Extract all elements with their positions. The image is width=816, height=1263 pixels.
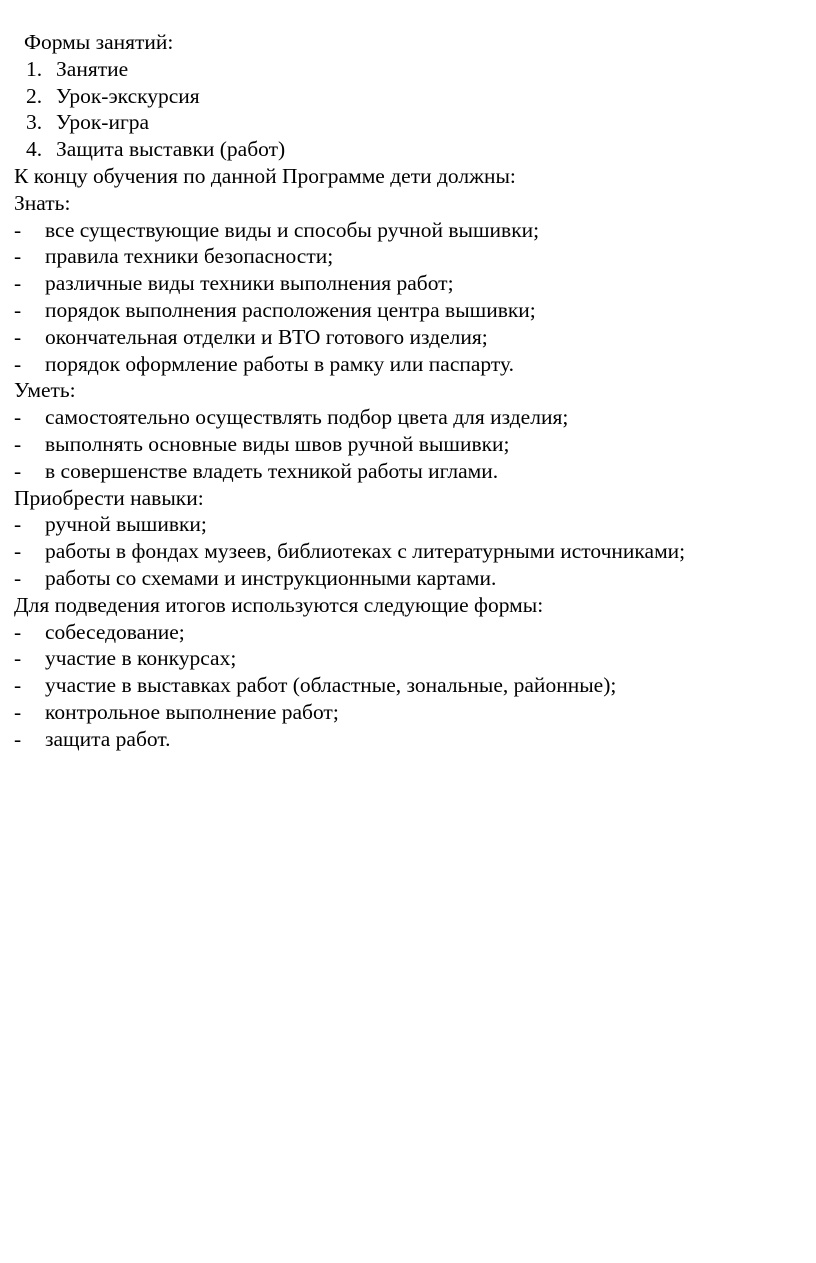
can-list-item (0, 431, 816, 458)
forms-list-item (0, 136, 816, 163)
dash-marker: - (14, 297, 22, 322)
skills-list (0, 511, 816, 591)
list-item-text: самостоятельно осуществлять подбор цвета для изделия; (45, 405, 569, 430)
dash-marker: - (14, 619, 22, 644)
know-list-item (0, 243, 816, 270)
list-item-text: контрольное выполнение работ; (45, 699, 339, 724)
dash-marker: - (14, 405, 22, 430)
know-list-item (0, 270, 816, 297)
dash-marker: - (14, 244, 22, 269)
list-item-text: работы в фондах музеев, библиотеках с литературными источниками; (45, 539, 686, 564)
know-list-item (0, 297, 816, 324)
list-item-text: защита работ. (45, 726, 171, 751)
list-item-text: порядок оформление работы в рамку или паспарту. (45, 351, 514, 376)
forms-list-item (0, 83, 816, 110)
skills-list-item (0, 565, 816, 592)
dash-marker: - (14, 431, 22, 456)
assessment-list (0, 619, 816, 753)
dash-marker: - (14, 351, 22, 376)
assessment-list-item (0, 726, 816, 753)
list-item-text: выполнять основные виды швов ручной вышивки; (45, 431, 510, 456)
know-list-item (0, 217, 816, 244)
list-item-text: собеседование; (45, 619, 185, 644)
dash-marker: - (14, 217, 22, 242)
outcome-intro: К концу обучения по данной Программе дети должны: (14, 163, 516, 188)
forms-heading: Формы занятий: (24, 30, 174, 54)
dash-marker: - (14, 324, 22, 349)
dash-marker: - (14, 539, 22, 564)
list-item-text: порядок выполнения расположения центра вышивки; (45, 297, 536, 322)
list-item-text: Занятие (56, 56, 129, 81)
list-item-text: участие в конкурсах; (45, 646, 237, 671)
dash-marker: - (14, 512, 22, 537)
know-heading: Знать: (14, 190, 71, 215)
list-item-text: в совершенстве владеть техникой работы иглами. (45, 458, 499, 483)
list-number: 3. (26, 110, 43, 135)
list-item-text: работы со схемами и инструкционными картами. (45, 565, 497, 590)
list-number: 2. (26, 83, 43, 108)
can-list-item (0, 458, 816, 485)
list-item-text: Урок-экскурсия (56, 83, 200, 108)
dash-marker: - (14, 565, 22, 590)
assessment-list-item (0, 619, 816, 646)
list-number: 1. (26, 56, 43, 81)
assessment-list-item (0, 645, 816, 672)
can-list-item (0, 404, 816, 431)
list-item-text: Защита выставки (работ) (56, 137, 286, 162)
forms-list-item (0, 56, 816, 83)
know-list-item (0, 351, 816, 378)
dash-marker: - (14, 726, 22, 751)
assessment-list-item (0, 672, 816, 699)
list-item-text: окончательная отделки и ВТО готового изделия; (45, 324, 488, 349)
list-item-text: все существующие виды и способы ручной вышивки; (45, 217, 540, 242)
list-item-text: участие в выставках работ (областные, зональные, районные); (45, 673, 617, 698)
dash-marker: - (14, 646, 22, 671)
assessment-list-item (0, 699, 816, 726)
skills-heading: Приобрести навыки: (14, 485, 204, 510)
forms-list (0, 56, 816, 163)
can-list (0, 404, 816, 484)
document-page (0, 29, 816, 753)
dash-marker: - (14, 699, 22, 724)
list-number: 4. (26, 137, 43, 162)
know-list (0, 217, 816, 378)
skills-list-item (0, 538, 816, 565)
assessment-heading: Для подведения итогов используются следующие формы: (14, 592, 544, 617)
dash-marker: - (14, 458, 22, 483)
list-item-text: различные виды техники выполнения работ; (45, 271, 454, 296)
can-heading: Уметь: (14, 378, 76, 403)
dash-marker: - (14, 673, 22, 698)
list-item-text: ручной вышивки; (45, 512, 207, 537)
forms-list-item (0, 109, 816, 136)
know-list-item (0, 324, 816, 351)
list-item-text: правила техники безопасности; (45, 244, 334, 269)
dash-marker: - (14, 271, 22, 296)
skills-list-item (0, 511, 816, 538)
list-item-text: Урок-игра (56, 110, 150, 135)
